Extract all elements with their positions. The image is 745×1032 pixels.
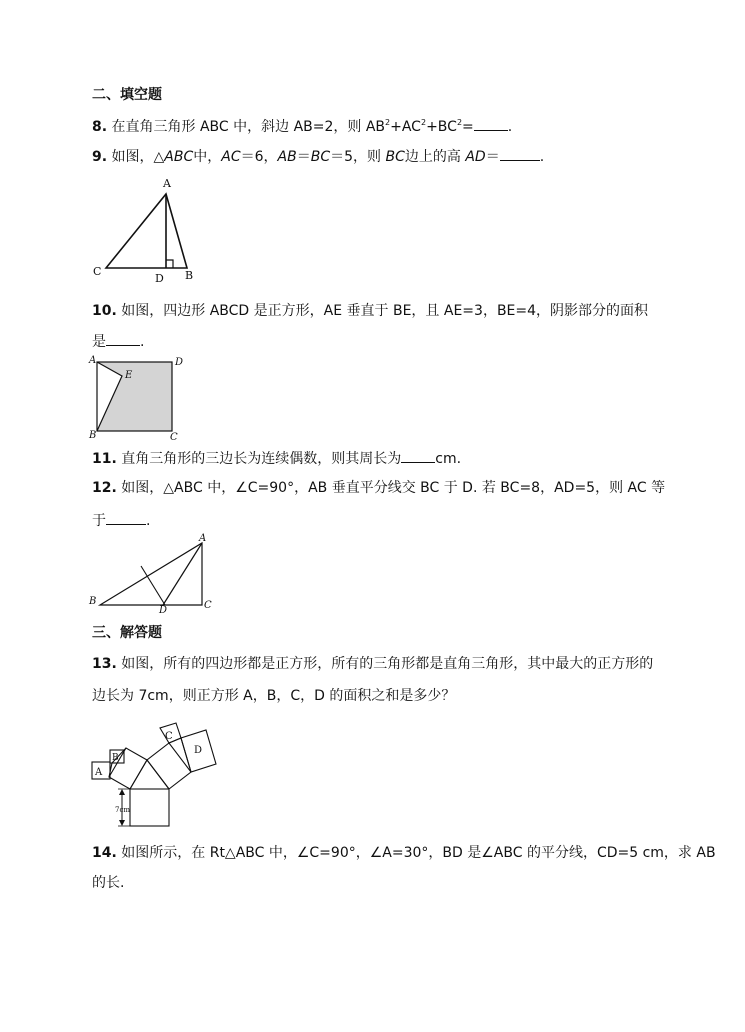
right-triangle-large <box>130 760 169 789</box>
answer-blank[interactable] <box>474 116 508 131</box>
question-text: = <box>462 119 474 135</box>
label-a: A <box>199 533 207 544</box>
figure-q13-squares <box>88 714 228 832</box>
question-text: cm. <box>435 451 462 467</box>
question-number: 13. <box>92 656 117 672</box>
question-10-line2 <box>92 331 144 351</box>
triangle-abc <box>100 543 202 605</box>
question-text: 于 <box>92 513 106 529</box>
superscript: 2 <box>456 118 463 127</box>
question-text: . <box>140 334 145 350</box>
figure-q10-square <box>86 354 186 444</box>
question-14-line2: 的长. <box>92 875 125 891</box>
label-b: B <box>112 753 119 763</box>
question-14 <box>92 844 716 862</box>
question-text: . <box>146 513 151 529</box>
superscript: 2 <box>420 118 427 127</box>
question-8 <box>92 116 512 136</box>
label-c: C <box>204 600 212 611</box>
label-c: C <box>170 432 178 443</box>
label-side-length: 7cm <box>115 806 131 814</box>
figure-q9-triangle <box>88 172 208 287</box>
question-12 <box>92 479 665 497</box>
question-13 <box>92 655 653 673</box>
question-text: . <box>539 149 545 165</box>
question-text: 如图所示，在 Rt△ABC 中，∠C=90°，∠A=30°，BD 是∠ABC 的平分线，CD=5 cm，求 AB <box>121 845 716 861</box>
answer-blank[interactable] <box>106 331 140 346</box>
math-variable: AB <box>277 149 297 165</box>
math-variable: BC <box>310 149 331 165</box>
question-text: 如图，△ABC 中，∠C=90°，AB 垂直平分线交 BC 于 D. 若 BC=8，AD=5，则 AC 等 <box>121 480 666 496</box>
question-text: 边上的高 <box>404 149 466 165</box>
question-number: 11. <box>92 451 117 467</box>
label-c: C <box>93 265 102 278</box>
label-e: E <box>125 370 133 381</box>
segment-ad <box>163 543 202 605</box>
math-variable: BC <box>385 149 405 165</box>
question-10 <box>92 302 648 320</box>
question-text: . <box>507 119 513 135</box>
label-a: A <box>163 177 171 190</box>
triangle-abc <box>106 194 187 268</box>
question-number: 10. <box>92 303 117 319</box>
label-a: A <box>89 355 97 366</box>
superscript: 2 <box>385 118 391 127</box>
question-number: 8. <box>92 119 108 135</box>
right-angle-mark <box>166 260 173 268</box>
answer-blank[interactable] <box>401 448 435 463</box>
question-text: 直角三角形的三边长为连续偶数，则其周长为 <box>121 451 402 467</box>
label-a: A <box>95 767 103 778</box>
question-text: +BC <box>426 119 457 135</box>
section-title-solve: 三、解答题 <box>92 625 162 641</box>
question-text: ＝6， <box>240 149 278 165</box>
question-11 <box>92 448 461 468</box>
answer-blank[interactable] <box>106 510 146 525</box>
math-variable: ABC <box>164 149 194 165</box>
label-d: D <box>194 745 203 756</box>
question-text: ＝ <box>296 149 311 165</box>
arrowhead-up <box>119 789 125 795</box>
perpendicular-bisector <box>141 566 165 605</box>
question-text: 是 <box>92 334 106 350</box>
section-title-fill-blank: 二、填空题 <box>92 87 162 103</box>
label-d: D <box>175 357 184 368</box>
largest-square <box>130 789 169 826</box>
question-text: 在直角三角形 ABC 中，斜边 AB=2，则 AB <box>111 119 386 135</box>
question-number: 12. <box>92 480 117 496</box>
shaded-region <box>97 362 172 431</box>
label-b: B <box>89 596 97 607</box>
math-variable: AD <box>465 149 486 165</box>
question-text: ＝ <box>485 149 500 165</box>
label-d: D <box>155 272 164 285</box>
math-variable: AC <box>221 149 241 165</box>
label-b: B <box>89 430 97 441</box>
label-b: B <box>185 269 194 282</box>
question-number: 14. <box>92 845 117 861</box>
question-text: +AC <box>390 119 421 135</box>
arrowhead-down <box>119 820 125 826</box>
question-9 <box>92 146 544 166</box>
answer-blank[interactable] <box>500 146 540 161</box>
question-12-line2 <box>92 510 150 530</box>
question-13-line2: 边长为 7cm，则正方形 A，B，C，D 的面积之和是多少？ <box>92 688 456 704</box>
question-text: 如图，四边形 ABCD 是正方形，AE 垂直于 BE，且 AE=3，BE=4，阴影部分的面积 <box>121 303 649 319</box>
question-text: 中， <box>193 149 222 165</box>
figure-q12-triangle <box>86 533 221 615</box>
label-d: D <box>159 605 168 616</box>
question-text: 如图，所有的四边形都是正方形，所有的三角形都是直角三角形，其中最大的正方形的 <box>121 656 654 672</box>
question-number: 9. <box>92 149 108 165</box>
question-text: 如图，△ <box>111 149 165 165</box>
question-text: ＝5，则 <box>330 149 386 165</box>
label-c: C <box>165 731 173 742</box>
